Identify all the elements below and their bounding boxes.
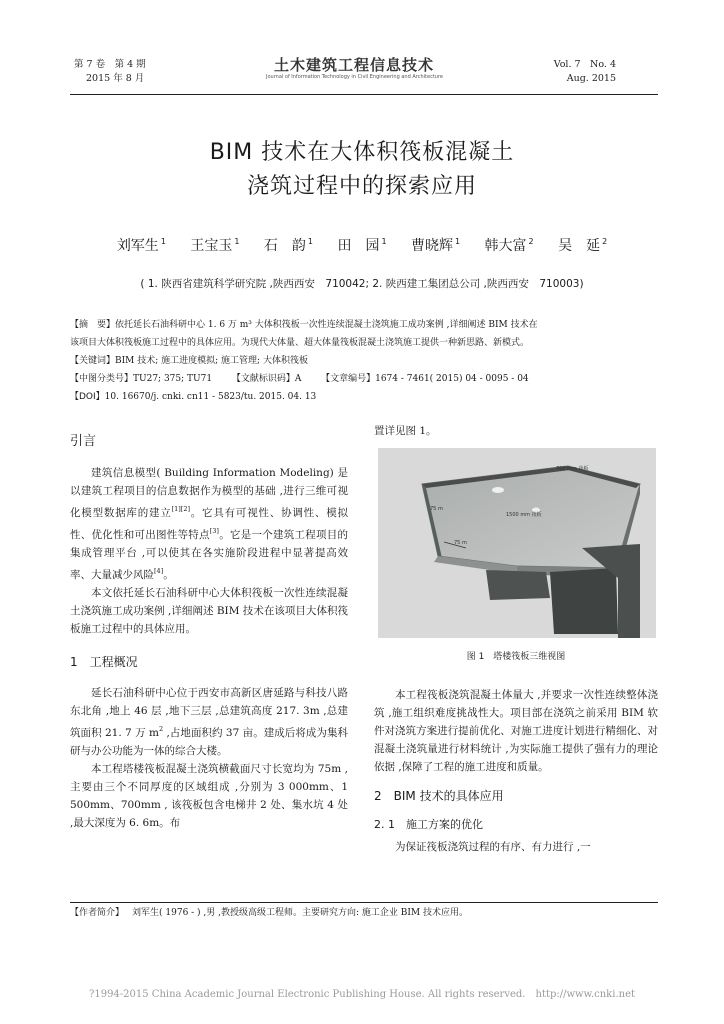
abstract-line1: 【摘 要】依托延长石油科研中心 1. 6 万 m³ 大体积筏板一次性连续混凝土浇筑施工成功案例 ,详细阐述 BIM 技术在 xyxy=(70,320,538,330)
keywords-label: 【关键词】 xyxy=(70,356,116,366)
author-list xyxy=(0,232,724,256)
journal-issue-info-en xyxy=(554,58,616,86)
label-700mm: 700 mm 筏板 xyxy=(556,466,589,472)
raft-3d-illustration xyxy=(378,448,656,638)
volume-issue: 第 7 卷 第 4 期 xyxy=(74,59,146,70)
footnote-label: 【作者简介】 xyxy=(70,908,125,918)
publication-date: 2015 年 8 月 xyxy=(86,73,145,84)
footnote-text: 刘军生( 1976 - ) ,男 ,教授级高级工程师。主要研究方向: 施工企业 BIM 技术应用。 xyxy=(132,908,469,918)
section-heading-intro: 引言 xyxy=(70,434,97,449)
copyright-notice: ?1994-2015 China Academic Journal Electronic Publishing House. All rights reserved. http://www.cnki.net xyxy=(88,989,635,1000)
right-column-top xyxy=(374,422,658,440)
citation[interactable]: [1][2] xyxy=(171,505,190,513)
journal-issue-info xyxy=(74,58,146,86)
doi-label: 【DOI】 xyxy=(70,392,105,402)
label-75m-bottom: 75 m xyxy=(454,540,467,546)
abstract-line2: 该项目大体积筏板施工过程中的具体应用。为现代大体量、超大体量筏板混凝土浇筑施工提供一种新思路、新模式。 xyxy=(70,338,530,348)
doi xyxy=(70,388,658,406)
keywords: 【关键词】BIM 技术; 施工进度模拟; 施工管理; 大体积筏板 xyxy=(70,356,308,366)
volume-issue-en: Vol. 7 No. 4 xyxy=(553,59,616,70)
paragraph: 延长石油科研中心位于西安市高新区唐延路与科技八路东北角 ,地上 46 层 ,地下三层 ,总建筑高度 217. 3m ,总建筑面积 21. 7 万 $m^2$ ,占地面积约 37 亩。建成后将成为集科研与办公功能为一体的综合大楼。 xyxy=(70,687,348,757)
footnote-rule xyxy=(70,902,658,903)
right-column-body xyxy=(374,686,658,856)
journal-title-en: Journal of Information Technology in Civil Engineering and Architecture xyxy=(266,74,443,80)
author: 曹晓辉 $^1$ xyxy=(411,237,461,254)
citation[interactable]: [3] xyxy=(209,527,219,535)
left-column xyxy=(70,432,348,832)
paragraph: 建筑信息模型( Building Information Modeling) 是以建筑工程项目的信息数据作为模型的基础 ,进行三维可视化模型数据库的建立[1][2]。它具有可视性、协调性、模拟性、优化性和可出图性等特点[3]。它是一个建筑工程项目的集成管理平台 ,可以使其在各实施阶段进程中显著提高效率、大量减少风险[4]。 xyxy=(70,467,349,581)
paragraph: 本工程塔楼筏板混凝土浇筑横截面尺寸长宽均为 75m ,主要由三个不同厚度的区域组成 ,分别为 3 000mm、1 500mm、700mm , 该筏板包含电梯井 2 处、集水坑 4 处 ,最大深度为 6. 6m。布 xyxy=(70,763,348,829)
author: 吴 延 $^2$ xyxy=(558,237,608,254)
author: 王宝玉 $^1$ xyxy=(190,237,240,254)
paragraph: 本文依托延长石油科研中心大体积筏板一次性连续混凝土浇筑施工成功案例 ,详细阐述 BIM 技术在该项目大体积筏板施工过程中的具体应用。 xyxy=(70,587,348,635)
author: 田 园 $^1$ xyxy=(337,237,387,254)
journal-title-cn: 土木建筑工程信息技术 xyxy=(273,56,434,74)
section-heading-2-1: 2. 1 施工方案的优化 xyxy=(374,818,483,831)
paragraph: 为保证筏板浇筑过程的有序、有力进行 ,一 xyxy=(395,841,591,853)
figure-caption: 图 1 塔楼筏板三维视图 xyxy=(466,652,566,662)
publication-date-en: Aug. 2015 xyxy=(566,73,616,84)
label-75m-left: 75 m xyxy=(430,506,443,512)
author: 韩大富 $^2$ xyxy=(484,237,534,254)
affiliation: ( 1. 陕西省建筑科学研究院 ,陕西西安 710042; 2. 陕西建工集团总公司 ,陕西西安 710003) xyxy=(140,278,584,290)
paragraph: 置详见图 1。 xyxy=(374,425,437,437)
author: 石 韵 $^1$ xyxy=(263,237,313,254)
paragraph: 本工程筏板浇筑混凝土体量大 ,并要求一次性连续整体浇筑 ,施工组织难度挑战性大。项目部在浇筑之前采用 BIM 软件对浇筑方案进行提前优化、对施工进度计划进行精细化、对混凝土浇筑量进行材料统计 ,为实际施工提供了强有力的理论依据 ,保障了工程的施工进度和质量。 xyxy=(374,689,658,773)
article-title-line1: BIM 技术在大体积筏板混凝土 xyxy=(209,140,515,165)
article-title-line2: 浇筑过程中的探索应用 xyxy=(246,174,477,199)
section-heading-2: 2 BIM 技术的具体应用 xyxy=(374,789,504,803)
abstract-label: 【摘 要】 xyxy=(70,320,116,330)
figure-1-3d-view xyxy=(378,448,656,638)
author-footnote xyxy=(70,906,468,920)
classification-line: 【中图分类号】TU27; 375; TU71 【文献标识码】A 【文章编号】1674 - 7461( 2015) 04 - 0095 - 04 xyxy=(70,374,529,384)
label-1500mm: 1500 mm 筏板 xyxy=(506,512,542,518)
section-heading-1: 1 工程概况 xyxy=(70,655,138,669)
author: 刘军生 $^1$ xyxy=(116,237,166,254)
citation[interactable]: [4] xyxy=(154,567,164,575)
header-rule xyxy=(70,94,658,95)
journal-masthead xyxy=(266,56,442,86)
doi-link[interactable]: 10. 16670/j. cnki. cn11 - 5823/tu. 2015. 04. 13 xyxy=(104,392,317,402)
